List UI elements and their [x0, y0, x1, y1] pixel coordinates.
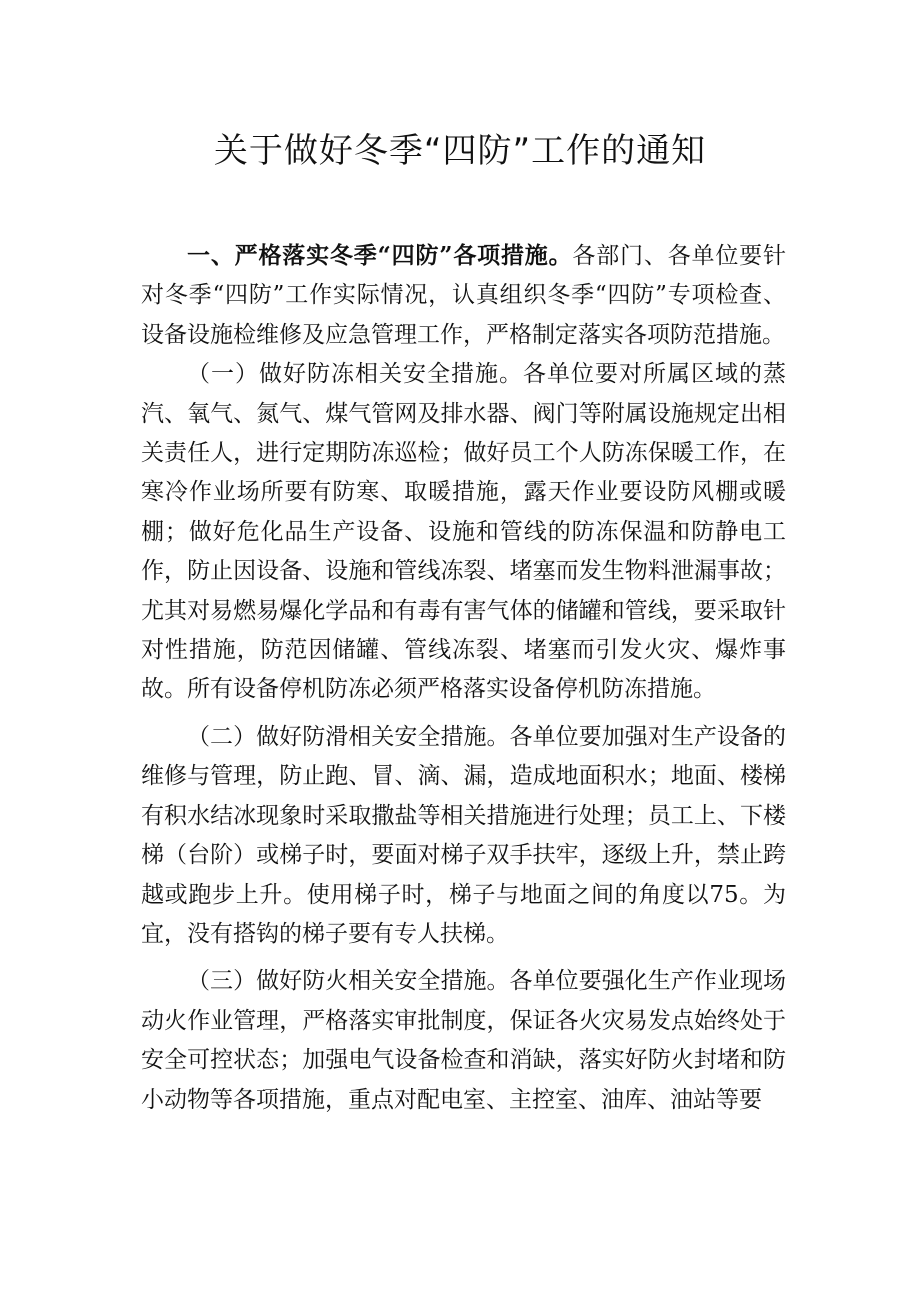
antifreeze-text: （一）做好防冻相关安全措施。各单位要对所属区域的蒸汽、氧气、氮气、煤气管网及排水器、阀门等附属设施规定出相关责任人，进行定期防冻巡检；做好员工个人防冻保暖工作，在寒冷作业场所要有防寒、取暖措施，露天作业要设防风棚或暖棚；做好危化品生产设备、设施和管线的防冻保温和防静电工作，防止因设备、设施和管线冻裂、堵塞而发生物料泄漏事故；尤其对易燃易爆化学品和有毒有害气体的储罐和管线，要采取针对性措施，防范因储罐、管线冻裂、堵塞而引发火灾、爆炸事故。所有设备停机防冻必须严格落实设备停机防冻措施。	[141, 361, 786, 703]
document-body	[141, 236, 786, 1120]
section-one-heading: 一、严格落实冬季“四防”各项措施。	[187, 242, 573, 269]
antislip-text: （二）做好防滑相关安全措施。各单位要加强对生产设备的维修与管理，防止跑、冒、滴、漏，造成地面积水；地面、楼梯有积水结冰现象时采取撒盐等相关措施进行处理；员工上、下楼梯（台阶）或梯子时，要面对梯子双手扶牢，逐级上升，禁止跨越或跑步上升。使用梯子时，梯子与地面之间的角度以75。为宜，没有搭钩的梯子要有专人扶梯。	[141, 723, 786, 947]
paragraph-antifreeze	[141, 355, 786, 710]
fire-prevention-text: （三）做好防火相关安全措施。各单位要强化生产作业现场动火作业管理，严格落实审批制度，保证各火灾易发点始终处于安全可控状态；加强电气设备检查和消缺，落实好防火封堵和防小动物等各项措施，重点对配电室、主控室、油库、油站等要	[141, 968, 786, 1113]
paragraph-fire-prevention	[141, 962, 786, 1120]
section-one-text: 各部门、各单位要针对冬季“四防”工作实际情况，认真组织冬季“四防”专项检查、设备设施检维修及应急管理工作，严格制定落实各项防范措施。	[141, 243, 786, 348]
paragraph-section-one	[141, 236, 786, 355]
document-title: 关于做好冬季“四防”工作的通知	[213, 131, 707, 171]
paragraph-antislip	[141, 718, 786, 954]
